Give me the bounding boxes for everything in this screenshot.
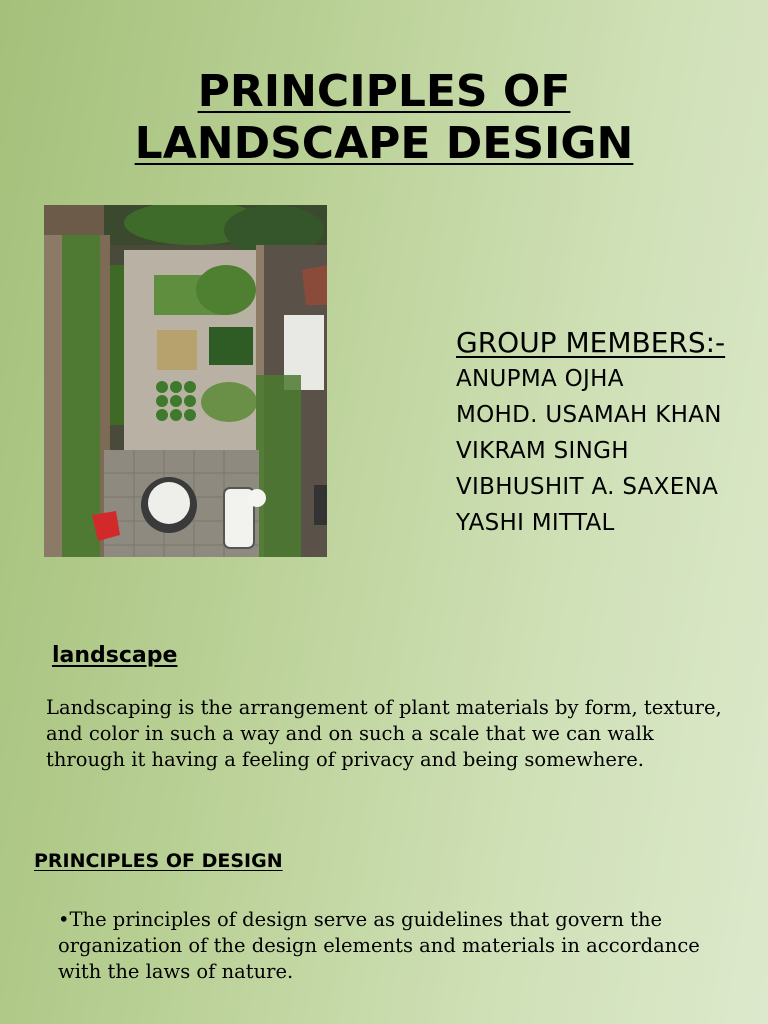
principles-heading: PRINCIPLES OF DESIGN <box>34 850 283 872</box>
principles-paragraph: •The principles of design serve as guidelines that govern the organization of the design elements and materials in accordance with the laws of nature. <box>58 908 700 983</box>
member-name: VIKRAM SINGH <box>456 438 629 464</box>
member-name: ANUPMA OJHA <box>456 366 624 392</box>
garden-aerial-photo <box>44 205 327 557</box>
landscape-heading: landscape <box>52 643 178 668</box>
page-title <box>0 66 768 170</box>
title-line-2: LANDSCAPE DESIGN <box>134 118 634 169</box>
landscape-paragraph: Landscaping is the arrangement of plant materials by form, texture, and color in such a way and on such a scale that we can walk through it having a feeling of privacy and being somewhere. <box>46 696 722 771</box>
title-line-1: PRINCIPLES OF <box>197 66 571 117</box>
member-name: VIBHUSHIT A. SAXENA <box>456 474 719 500</box>
member-name: YASHI MITTAL <box>456 510 615 536</box>
member-name: MOHD. USAMAH KHAN <box>456 402 722 428</box>
group-members-heading: GROUP MEMBERS:- <box>456 326 726 359</box>
group-members <box>456 325 768 541</box>
